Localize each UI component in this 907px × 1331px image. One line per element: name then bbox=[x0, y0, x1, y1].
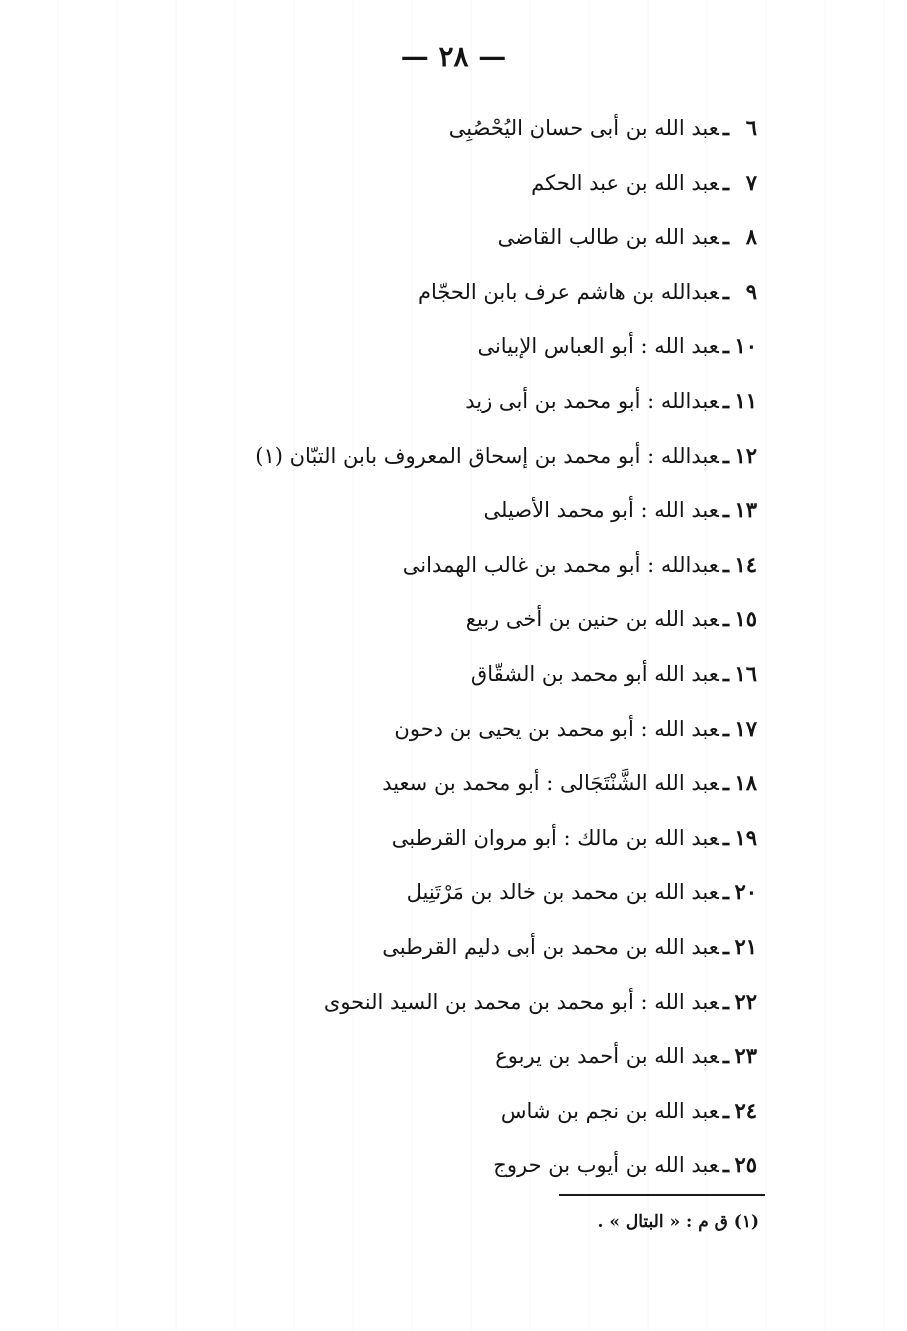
list-item bbox=[197, 811, 757, 866]
entry-dash: ـ bbox=[722, 442, 729, 468]
list-item bbox=[197, 101, 757, 156]
list-item bbox=[197, 702, 757, 757]
entry-text: عبد الله بن عبد الحكم bbox=[531, 170, 719, 195]
entry-dash: ـ bbox=[722, 224, 729, 250]
entry-number: ٦ bbox=[745, 115, 757, 140]
entry-number: ١٨ bbox=[734, 770, 757, 796]
entry-text: عبد الله بن حنين بن أخى ربيع bbox=[465, 607, 719, 632]
entry-dash: ـ bbox=[722, 879, 729, 905]
entry-text: عبد الله بن طالب القاضى bbox=[497, 225, 719, 250]
entry-text: عبد الله بن أحمد بن يربوع bbox=[495, 1044, 719, 1069]
entry-dash: ـ bbox=[722, 551, 729, 577]
entry-dash: ـ bbox=[722, 1152, 729, 1178]
entry-dash: ـ bbox=[722, 606, 729, 632]
entry-dash: ـ bbox=[722, 988, 729, 1014]
entry-number: ٢٠ bbox=[734, 879, 757, 905]
list-item bbox=[197, 156, 757, 211]
entry-text: عبد الله بن أيوب بن حروج bbox=[493, 1153, 719, 1178]
list-item bbox=[197, 429, 757, 484]
page-number: — ٢٨ — bbox=[400, 40, 507, 73]
entry-dash: ـ bbox=[722, 1043, 729, 1069]
entry-text: عبدالله : أبو محمد بن أبى زيد bbox=[465, 388, 719, 413]
entry-text: عبد الله بن أبى حسان اليُحْصُبِى bbox=[448, 116, 719, 140]
entry-number: ١١ bbox=[734, 387, 757, 413]
footnote: (١) ق م : « البتال » . bbox=[597, 1212, 759, 1232]
entry-dash: ـ bbox=[722, 770, 729, 796]
list-item bbox=[197, 756, 757, 811]
list-item bbox=[197, 210, 757, 265]
list-item bbox=[197, 865, 757, 920]
entry-text: عبد الله : أبو محمد بن محمد بن السيد النحوى bbox=[323, 989, 719, 1014]
entry-number: ١٧ bbox=[734, 715, 757, 741]
entry-dash: ـ bbox=[722, 1097, 729, 1123]
entry-dash: ـ bbox=[722, 115, 729, 140]
entry-text: عبد الله الشَّنْتَجَالى : أبو محمد بن سعيد bbox=[382, 771, 719, 796]
entry-dash: ـ bbox=[722, 933, 729, 959]
entry-list bbox=[197, 101, 757, 1193]
entry-text: عبدالله : أبو محمد بن إسحاق المعروف بابن التبّان (١) bbox=[255, 443, 719, 468]
list-item bbox=[197, 920, 757, 975]
list-item bbox=[197, 1029, 757, 1084]
entry-number: ١٣ bbox=[734, 497, 757, 523]
entry-text: عبدالله بن هاشم عرف بابن الحجّام bbox=[417, 279, 719, 304]
entry-dash: ـ bbox=[722, 660, 729, 686]
list-item bbox=[197, 975, 757, 1030]
entry-text: عبد الله : أبو العباس الإبيانى bbox=[477, 334, 719, 359]
list-item bbox=[197, 1084, 757, 1139]
entry-number: ٩ bbox=[745, 278, 757, 304]
entry-number: ٢١ bbox=[734, 933, 757, 959]
entry-number: ٢٢ bbox=[734, 988, 757, 1014]
entry-text: عبد الله : أبو محمد الأصيلى bbox=[483, 498, 719, 523]
footnote-divider bbox=[559, 1194, 765, 1196]
entry-text: عبد الله بن محمد بن أبى دليم القرطبى bbox=[382, 934, 719, 959]
entry-number: ٨ bbox=[745, 224, 757, 250]
entry-number: ١٥ bbox=[734, 606, 757, 632]
entry-number: ١٤ bbox=[734, 551, 757, 577]
entry-text: عبد الله : أبو محمد بن يحيى بن دحون bbox=[394, 716, 719, 741]
list-item bbox=[197, 319, 757, 374]
entry-dash: ـ bbox=[722, 333, 729, 359]
list-item bbox=[197, 538, 757, 593]
entry-number: ٢٣ bbox=[734, 1043, 757, 1069]
entry-dash: ـ bbox=[722, 715, 729, 741]
list-item bbox=[197, 483, 757, 538]
entry-dash: ـ bbox=[722, 278, 729, 304]
list-item bbox=[197, 1138, 757, 1193]
entry-number: ١٦ bbox=[734, 660, 757, 686]
entry-number: ١٩ bbox=[734, 824, 757, 850]
entry-text: عبد الله بن نجم بن شاس bbox=[500, 1098, 719, 1123]
entry-dash: ـ bbox=[722, 387, 729, 413]
entry-number: ١٠ bbox=[734, 333, 757, 359]
entry-dash: ـ bbox=[722, 497, 729, 523]
entry-dash: ـ bbox=[722, 824, 729, 850]
list-item bbox=[197, 374, 757, 429]
entry-number: ٢٤ bbox=[734, 1097, 757, 1123]
list-item bbox=[197, 592, 757, 647]
list-item bbox=[197, 265, 757, 320]
list-item bbox=[197, 647, 757, 702]
entry-number: ٢٥ bbox=[734, 1152, 757, 1178]
entry-text: عبد الله بن مالك : أبو مروان القرطبى bbox=[391, 825, 719, 850]
entry-text: عبدالله : أبو محمد بن غالب الهمدانى bbox=[402, 552, 719, 577]
entry-text: عبد الله أبو محمد بن الشقّاق bbox=[470, 661, 719, 686]
entry-dash: ـ bbox=[722, 169, 729, 195]
entry-number: ١٢ bbox=[734, 442, 757, 468]
entry-text: عبد الله بن محمد بن خالد بن مَرْتَنِيل bbox=[406, 880, 719, 905]
entry-number: ٧ bbox=[745, 169, 757, 195]
